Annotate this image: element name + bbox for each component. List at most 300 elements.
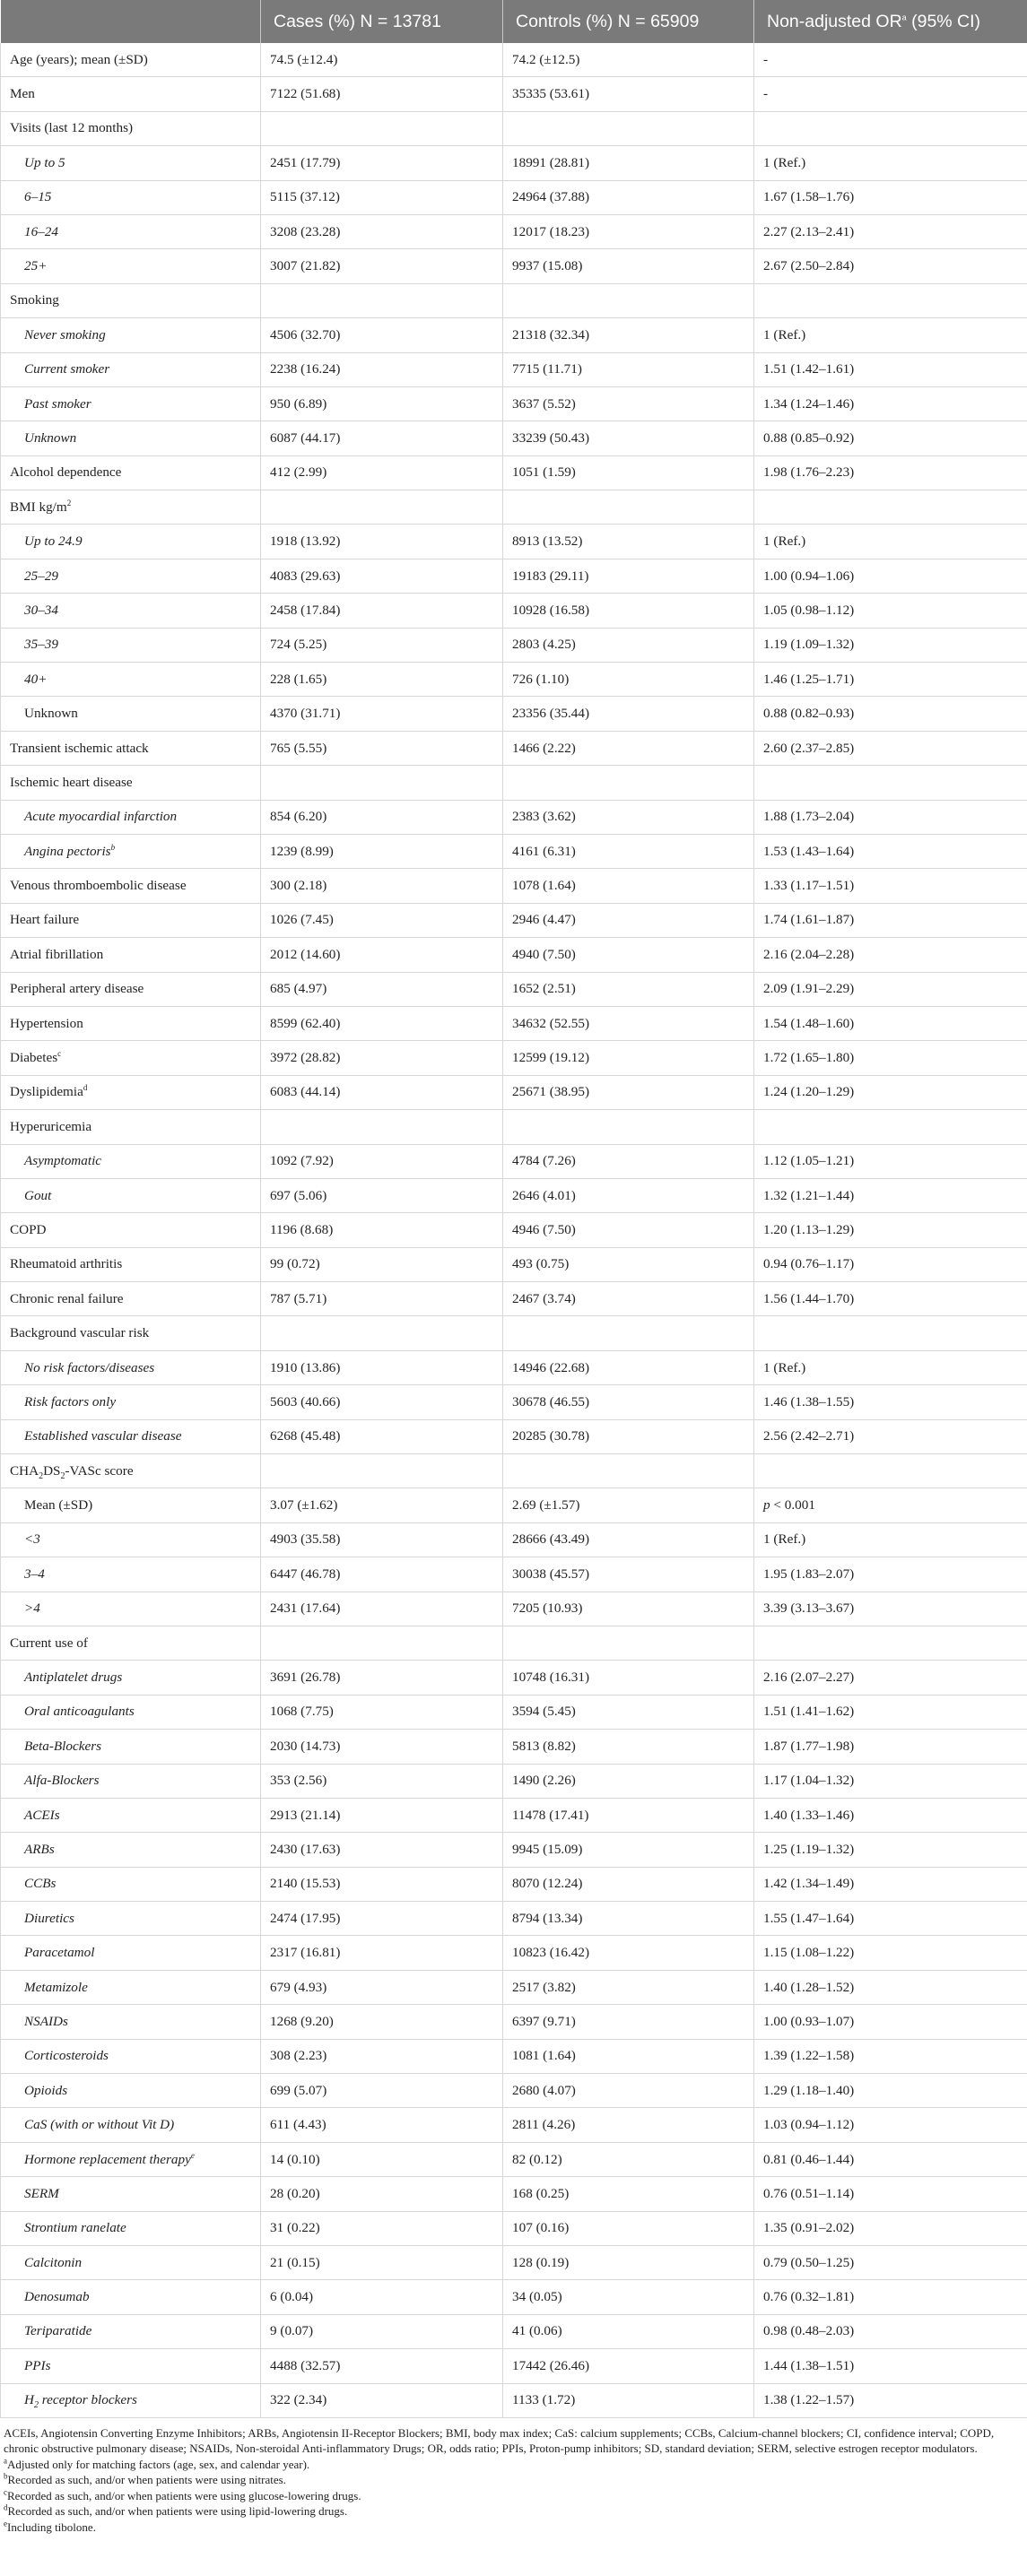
- cell-cases: 697 (5.06): [261, 1178, 503, 1212]
- cell-controls: 1133 (1.72): [503, 2383, 754, 2417]
- cell-or: 1.95 (1.83–2.07): [754, 1557, 1027, 1592]
- cell-controls: 23356 (35.44): [503, 697, 754, 731]
- row-label: Acute myocardial infarction: [1, 800, 261, 834]
- table-row: [1, 1902, 1027, 1936]
- table-row: [1, 1488, 1027, 1522]
- cell-cases: [261, 111, 503, 145]
- cell-or: 0.81 (0.46–1.44): [754, 2142, 1027, 2176]
- cell-or: 1.40 (1.28–1.52): [754, 1970, 1027, 2004]
- cell-controls: 2467 (3.74): [503, 1282, 754, 1316]
- cell-or: 1.00 (0.94–1.06): [754, 559, 1027, 593]
- cell-or: 1.39 (1.22–1.58): [754, 2039, 1027, 2073]
- row-label: Established vascular disease: [1, 1419, 261, 1453]
- row-label: COPD: [1, 1213, 261, 1247]
- cell-or: 2.09 (1.91–2.29): [754, 972, 1027, 1006]
- cell-cases: 99 (0.72): [261, 1247, 503, 1281]
- footnote: $^c$Recorded as such, and/or when patients were using glucose-lowering drugs.: [4, 2487, 361, 2502]
- cell-or: [754, 1110, 1027, 1144]
- cell-controls: 10748 (16.31): [503, 1661, 754, 1695]
- cell-cases: 7122 (51.68): [261, 77, 503, 111]
- cell-or: 1.51 (1.42–1.61): [754, 352, 1027, 386]
- cell-controls: 2383 (3.62): [503, 800, 754, 834]
- cell-controls: 41 (0.06): [503, 2314, 754, 2348]
- cell-controls: 21318 (32.34): [503, 318, 754, 352]
- cell-cases: 787 (5.71): [261, 1282, 503, 1316]
- cell-cases: 1918 (13.92): [261, 525, 503, 559]
- abbreviations-note: ACEIs, Angiotensin Converting Enzyme Inhibitors; ARBs, Angiotensin II-Receptor Blockers; BMI, body max index; CaS: calcium supplements; CCBs, Calcium-channel blockers; CI, confidence interval; COPD, chronic obstructive pulmonary disease; NSAIDs, Non-steroidal Anti-inflammatory Drugs; OR, odds ratio; PPIs, Proton-pump inhibitors; SD, standard deviation; SERM, selective estrogen receptor modulators.: [4, 2425, 995, 2456]
- table-row: [1, 2246, 1027, 2280]
- row-label: Chronic renal failure: [1, 1282, 261, 1316]
- table-row: [1, 2211, 1027, 2245]
- cell-cases: 6087 (44.17): [261, 421, 503, 455]
- cell-controls: 2803 (4.25): [503, 628, 754, 662]
- table-row: [1, 628, 1027, 662]
- cell-or: 2.27 (2.13–2.41): [754, 214, 1027, 248]
- table-row: [1, 869, 1027, 903]
- cell-or: 0.76 (0.32–1.81): [754, 2280, 1027, 2314]
- row-label: Up to 24.9: [1, 525, 261, 559]
- table-row: [1, 1626, 1027, 1660]
- cell-controls: 7715 (11.71): [503, 352, 754, 386]
- table-row: [1, 1247, 1027, 1281]
- row-label: Unknown: [1, 697, 261, 731]
- cell-or: [754, 1626, 1027, 1660]
- cell-or: p < 0.001: [754, 1488, 1027, 1522]
- table-row: [1, 1592, 1027, 1626]
- row-label: Metamizole: [1, 1970, 261, 2004]
- cell-cases: 3208 (23.28): [261, 214, 503, 248]
- table-row: [1, 1144, 1027, 1178]
- cell-cases: 6083 (44.14): [261, 1075, 503, 1109]
- row-label: Atrial fibrillation: [1, 938, 261, 972]
- cell-controls: 34632 (52.55): [503, 1006, 754, 1040]
- cell-controls: 11478 (17.41): [503, 1798, 754, 1832]
- row-label: Men: [1, 77, 261, 111]
- cell-or: 1.15 (1.08–1.22): [754, 1936, 1027, 1970]
- cell-cases: 5603 (40.66): [261, 1385, 503, 1419]
- cell-or: 0.98 (0.48–2.03): [754, 2314, 1027, 2348]
- table-row: [1, 2349, 1027, 2383]
- cell-cases: 1092 (7.92): [261, 1144, 503, 1178]
- row-label: Visits (last 12 months): [1, 111, 261, 145]
- cell-or: 2.60 (2.37–2.85): [754, 731, 1027, 765]
- table-row: [1, 663, 1027, 697]
- cell-controls: 8913 (13.52): [503, 525, 754, 559]
- cell-controls: 4946 (7.50): [503, 1213, 754, 1247]
- cell-or: 1 (Ref.): [754, 525, 1027, 559]
- row-label: Venous thromboembolic disease: [1, 869, 261, 903]
- cell-controls: 12599 (19.12): [503, 1041, 754, 1075]
- row-label: 40+: [1, 663, 261, 697]
- header-or-ci: (95% CI): [906, 11, 981, 31]
- cell-cases: 5115 (37.12): [261, 180, 503, 214]
- cell-or: 1 (Ref.): [754, 1350, 1027, 1384]
- cell-cases: 412 (2.99): [261, 455, 503, 490]
- cell-controls: 18991 (28.81): [503, 146, 754, 180]
- cell-or: 1.42 (1.34–1.49): [754, 1867, 1027, 1901]
- footnote: $^e$Including tibolone.: [4, 2519, 96, 2534]
- cell-or: 1.33 (1.17–1.51): [754, 869, 1027, 903]
- row-label: <3: [1, 1522, 261, 1557]
- row-label: Hormone replacement therapy$^e$: [1, 2142, 261, 2176]
- cell-controls: 4940 (7.50): [503, 938, 754, 972]
- cell-or: 1.05 (0.98–1.12): [754, 594, 1027, 628]
- cell-or: 1.29 (1.18–1.40): [754, 2074, 1027, 2108]
- row-label: Hypertension: [1, 1006, 261, 1040]
- cell-controls: 24964 (37.88): [503, 180, 754, 214]
- row-label: Smoking: [1, 283, 261, 317]
- row-label: Beta-Blockers: [1, 1730, 261, 1764]
- cell-cases: 300 (2.18): [261, 869, 503, 903]
- row-label: 25–29: [1, 559, 261, 593]
- table-row: [1, 1454, 1027, 1488]
- cell-or: 1.38 (1.22–1.57): [754, 2383, 1027, 2417]
- table-row: [1, 421, 1027, 455]
- cell-controls: 10823 (16.42): [503, 1936, 754, 1970]
- row-label: Denosumab: [1, 2280, 261, 2314]
- cell-cases: 31 (0.22): [261, 2211, 503, 2245]
- footnote: $^d$Recorded as such, and/or when patients were using lipid-lowering drugs.: [4, 2503, 348, 2519]
- cell-or: 1 (Ref.): [754, 1522, 1027, 1557]
- cell-cases: 228 (1.65): [261, 663, 503, 697]
- footnote: $^b$Recorded as such, and/or when patients were using nitrates.: [4, 2472, 286, 2487]
- cell-cases: 685 (4.97): [261, 972, 503, 1006]
- cell-cases: 1026 (7.45): [261, 903, 503, 937]
- cell-or: 1.19 (1.09–1.32): [754, 628, 1027, 662]
- row-label: SERM: [1, 2177, 261, 2211]
- cell-cases: 14 (0.10): [261, 2142, 503, 2176]
- cell-controls: 8070 (12.24): [503, 1867, 754, 1901]
- cell-or: 1.20 (1.13–1.29): [754, 1213, 1027, 1247]
- table-row: [1, 1798, 1027, 1832]
- cell-or: 1.34 (1.24–1.46): [754, 386, 1027, 421]
- cell-controls: 4784 (7.26): [503, 1144, 754, 1178]
- cell-cases: [261, 283, 503, 317]
- cell-controls: [503, 283, 754, 317]
- table-row: [1, 1350, 1027, 1384]
- cell-controls: 12017 (18.23): [503, 214, 754, 248]
- table-row: [1, 525, 1027, 559]
- table-row: [1, 800, 1027, 834]
- cell-cases: 6268 (45.48): [261, 1419, 503, 1453]
- table-row: [1, 1385, 1027, 1419]
- cell-cases: 4488 (32.57): [261, 2349, 503, 2383]
- row-label: 30–34: [1, 594, 261, 628]
- cell-controls: 33239 (50.43): [503, 421, 754, 455]
- cell-controls: 2517 (3.82): [503, 1970, 754, 2004]
- row-label: Asymptomatic: [1, 1144, 261, 1178]
- cell-controls: 8794 (13.34): [503, 1902, 754, 1936]
- cell-controls: 9945 (15.09): [503, 1833, 754, 1867]
- cell-cases: 679 (4.93): [261, 1970, 503, 2004]
- cell-or: [754, 1454, 1027, 1488]
- cell-or: 0.88 (0.82–0.93): [754, 697, 1027, 731]
- cell-or: 1.46 (1.25–1.71): [754, 663, 1027, 697]
- table-row: [1, 386, 1027, 421]
- cell-or: 1.53 (1.43–1.64): [754, 834, 1027, 868]
- cell-controls: [503, 1626, 754, 1660]
- row-label: Hyperuricemia: [1, 1110, 261, 1144]
- table-row: [1, 1522, 1027, 1557]
- row-label: CCBs: [1, 1867, 261, 1901]
- row-label: $CHA_2DS_2$-VASc score: [1, 1454, 261, 1488]
- cell-controls: 74.2 (±12.5): [503, 43, 754, 77]
- table-row: [1, 146, 1027, 180]
- cell-cases: 3691 (26.78): [261, 1661, 503, 1695]
- cell-controls: 2.69 (±1.57): [503, 1488, 754, 1522]
- cell-or: -: [754, 77, 1027, 111]
- cell-cases: 2030 (14.73): [261, 1730, 503, 1764]
- table-row: [1, 1316, 1027, 1350]
- cell-or: 1.88 (1.73–2.04): [754, 800, 1027, 834]
- row-label: NSAIDs: [1, 2005, 261, 2039]
- cell-controls: 726 (1.10): [503, 663, 754, 697]
- cell-controls: 30038 (45.57): [503, 1557, 754, 1592]
- header-controls: Controls (%) N = 65909: [503, 0, 754, 43]
- cell-cases: 765 (5.55): [261, 731, 503, 765]
- table-row: [1, 1419, 1027, 1453]
- table-row: [1, 2383, 1027, 2417]
- cell-controls: 168 (0.25): [503, 2177, 754, 2211]
- row-label: Corticosteroids: [1, 2039, 261, 2073]
- cell-or: 1.35 (0.91–2.02): [754, 2211, 1027, 2245]
- cell-controls: 2946 (4.47): [503, 903, 754, 937]
- cell-cases: 28 (0.20): [261, 2177, 503, 2211]
- cell-controls: 1081 (1.64): [503, 2039, 754, 2073]
- cell-or: 1 (Ref.): [754, 318, 1027, 352]
- row-label: Current smoker: [1, 352, 261, 386]
- cell-cases: [261, 1316, 503, 1350]
- cell-controls: 3637 (5.52): [503, 386, 754, 421]
- cell-cases: 9 (0.07): [261, 2314, 503, 2348]
- cell-cases: 2430 (17.63): [261, 1833, 503, 1867]
- row-label: Calcitonin: [1, 2246, 261, 2280]
- cell-controls: [503, 1316, 754, 1350]
- table-row: [1, 1764, 1027, 1798]
- row-label: No risk factors/diseases: [1, 1350, 261, 1384]
- cell-or: 2.67 (2.50–2.84): [754, 249, 1027, 283]
- cell-cases: 1910 (13.86): [261, 1350, 503, 1384]
- table-row: [1, 1110, 1027, 1144]
- cell-controls: 5813 (8.82): [503, 1730, 754, 1764]
- cell-or: [754, 111, 1027, 145]
- cell-or: -: [754, 43, 1027, 77]
- table-row: [1, 1970, 1027, 2004]
- cell-cases: 1268 (9.20): [261, 2005, 503, 2039]
- cell-or: 0.94 (0.76–1.17): [754, 1247, 1027, 1281]
- table-row: [1, 1661, 1027, 1695]
- table-row: [1, 766, 1027, 800]
- footnote: $^a$Adjusted only for matching factors (age, sex, and calendar year).: [4, 2456, 310, 2471]
- cell-controls: 1078 (1.64): [503, 869, 754, 903]
- table-row: [1, 559, 1027, 593]
- cell-cases: 2913 (21.14): [261, 1798, 503, 1832]
- row-label: Peripheral artery disease: [1, 972, 261, 1006]
- table-row: [1, 2108, 1027, 2142]
- cell-controls: 2646 (4.01): [503, 1178, 754, 1212]
- cell-controls: [503, 111, 754, 145]
- table-row: [1, 1833, 1027, 1867]
- cell-controls: [503, 1454, 754, 1488]
- cell-or: 1.25 (1.19–1.32): [754, 1833, 1027, 1867]
- cell-cases: 3.07 (±1.62): [261, 1488, 503, 1522]
- cell-controls: 9937 (15.08): [503, 249, 754, 283]
- cell-or: [754, 490, 1027, 525]
- cell-cases: 1196 (8.68): [261, 1213, 503, 1247]
- cell-controls: 3594 (5.45): [503, 1695, 754, 1729]
- table-row: [1, 43, 1027, 77]
- cell-controls: 82 (0.12): [503, 2142, 754, 2176]
- cell-cases: 611 (4.43): [261, 2108, 503, 2142]
- cell-cases: 3007 (21.82): [261, 249, 503, 283]
- cell-or: 0.76 (0.51–1.14): [754, 2177, 1027, 2211]
- cell-or: 1.54 (1.48–1.60): [754, 1006, 1027, 1040]
- cell-cases: 3972 (28.82): [261, 1041, 503, 1075]
- cell-cases: 699 (5.07): [261, 2074, 503, 2108]
- row-label: 35–39: [1, 628, 261, 662]
- cell-controls: 25671 (38.95): [503, 1075, 754, 1109]
- table-row: [1, 111, 1027, 145]
- row-label: $H_2$ receptor blockers: [1, 2383, 261, 2417]
- cell-controls: [503, 1110, 754, 1144]
- row-label: ARBs: [1, 1833, 261, 1867]
- cell-or: [754, 283, 1027, 317]
- cell-controls: 35335 (53.61): [503, 77, 754, 111]
- cell-cases: 1239 (8.99): [261, 834, 503, 868]
- row-label: ACEIs: [1, 1798, 261, 1832]
- cell-cases: 2238 (16.24): [261, 352, 503, 386]
- table-row: [1, 1867, 1027, 1901]
- cell-cases: 8599 (62.40): [261, 1006, 503, 1040]
- table-row: [1, 1213, 1027, 1247]
- cell-controls: 14946 (22.68): [503, 1350, 754, 1384]
- cell-or: 0.88 (0.85–0.92): [754, 421, 1027, 455]
- cell-or: 2.56 (2.42–2.71): [754, 1419, 1027, 1453]
- table-row: [1, 249, 1027, 283]
- row-label: Past smoker: [1, 386, 261, 421]
- cell-cases: 6 (0.04): [261, 2280, 503, 2314]
- header-or-footnote-mark: a: [901, 13, 907, 22]
- header-variable: [1, 0, 261, 43]
- cell-cases: 308 (2.23): [261, 2039, 503, 2073]
- cell-controls: 6397 (9.71): [503, 2005, 754, 2039]
- row-label: Transient ischemic attack: [1, 731, 261, 765]
- cell-controls: 30678 (46.55): [503, 1385, 754, 1419]
- header-or: [754, 0, 1027, 43]
- table-row: [1, 697, 1027, 731]
- table-row: [1, 1075, 1027, 1109]
- cell-controls: 4161 (6.31): [503, 834, 754, 868]
- row-label: Teriparatide: [1, 2314, 261, 2348]
- row-label: Strontium ranelate: [1, 2211, 261, 2245]
- cell-or: 1.51 (1.41–1.62): [754, 1695, 1027, 1729]
- cell-or: 2.16 (2.04–2.28): [754, 938, 1027, 972]
- row-label: Angina pectoris$^b$: [1, 834, 261, 868]
- cell-or: 1.74 (1.61–1.87): [754, 903, 1027, 937]
- table-row: [1, 180, 1027, 214]
- cell-cases: 4903 (35.58): [261, 1522, 503, 1557]
- cell-controls: 7205 (10.93): [503, 1592, 754, 1626]
- cell-cases: 2317 (16.81): [261, 1936, 503, 1970]
- cell-cases: 2140 (15.53): [261, 1867, 503, 1901]
- table-header-row: [1, 0, 1027, 43]
- cell-or: 1.55 (1.47–1.64): [754, 1902, 1027, 1936]
- row-label: Unknown: [1, 421, 261, 455]
- cell-cases: 2451 (17.79): [261, 146, 503, 180]
- cell-or: 1.72 (1.65–1.80): [754, 1041, 1027, 1075]
- cell-or: 1.32 (1.21–1.44): [754, 1178, 1027, 1212]
- table-row: [1, 972, 1027, 1006]
- table-row: [1, 1041, 1027, 1075]
- cell-or: 1.17 (1.04–1.32): [754, 1764, 1027, 1798]
- cell-cases: 74.5 (±12.4): [261, 43, 503, 77]
- cell-or: 1.98 (1.76–2.23): [754, 455, 1027, 490]
- row-label: Dyslipidemia$^d$: [1, 1075, 261, 1109]
- header-cases: Cases (%) N = 13781: [261, 0, 503, 43]
- row-label: Mean (±SD): [1, 1488, 261, 1522]
- row-label: Ischemic heart disease: [1, 766, 261, 800]
- cell-cases: 6447 (46.78): [261, 1557, 503, 1592]
- row-label: Risk factors only: [1, 1385, 261, 1419]
- cell-controls: 107 (0.16): [503, 2211, 754, 2245]
- table-row: [1, 903, 1027, 937]
- cell-cases: 4083 (29.63): [261, 559, 503, 593]
- table-row: [1, 938, 1027, 972]
- row-label: Never smoking: [1, 318, 261, 352]
- cell-cases: 1068 (7.75): [261, 1695, 503, 1729]
- cell-cases: 724 (5.25): [261, 628, 503, 662]
- table-row: [1, 1557, 1027, 1592]
- row-label: BMI $kg/m^2$: [1, 490, 261, 525]
- row-label: Gout: [1, 1178, 261, 1212]
- table-row: [1, 2280, 1027, 2314]
- table-row: [1, 1006, 1027, 1040]
- table-row: [1, 1178, 1027, 1212]
- row-label: >4: [1, 1592, 261, 1626]
- row-label: Opioids: [1, 2074, 261, 2108]
- table-row: [1, 1695, 1027, 1729]
- cell-cases: [261, 1110, 503, 1144]
- cell-cases: 353 (2.56): [261, 1764, 503, 1798]
- cell-controls: 34 (0.05): [503, 2280, 754, 2314]
- row-label: Alcohol dependence: [1, 455, 261, 490]
- cell-or: 1.03 (0.94–1.12): [754, 2108, 1027, 2142]
- table-body: [1, 43, 1027, 2417]
- cell-controls: 10928 (16.58): [503, 594, 754, 628]
- row-label: Heart failure: [1, 903, 261, 937]
- table-row: [1, 1936, 1027, 1970]
- cell-or: 3.39 (3.13–3.67): [754, 1592, 1027, 1626]
- cell-or: 1.56 (1.44–1.70): [754, 1282, 1027, 1316]
- row-label: PPIs: [1, 2349, 261, 2383]
- row-label: 25+: [1, 249, 261, 283]
- cell-cases: 2458 (17.84): [261, 594, 503, 628]
- table-row: [1, 283, 1027, 317]
- cell-controls: 493 (0.75): [503, 1247, 754, 1281]
- table-row: [1, 318, 1027, 352]
- row-label: Up to 5: [1, 146, 261, 180]
- table-row: [1, 77, 1027, 111]
- cell-or: 2.16 (2.07–2.27): [754, 1661, 1027, 1695]
- cell-controls: 17442 (26.46): [503, 2349, 754, 2383]
- table-row: [1, 2314, 1027, 2348]
- cell-or: 1.46 (1.38–1.55): [754, 1385, 1027, 1419]
- cell-cases: [261, 490, 503, 525]
- cell-controls: 1490 (2.26): [503, 1764, 754, 1798]
- row-label: Age (years); mean (±SD): [1, 43, 261, 77]
- cell-or: [754, 766, 1027, 800]
- footnotes: [4, 2457, 1020, 2536]
